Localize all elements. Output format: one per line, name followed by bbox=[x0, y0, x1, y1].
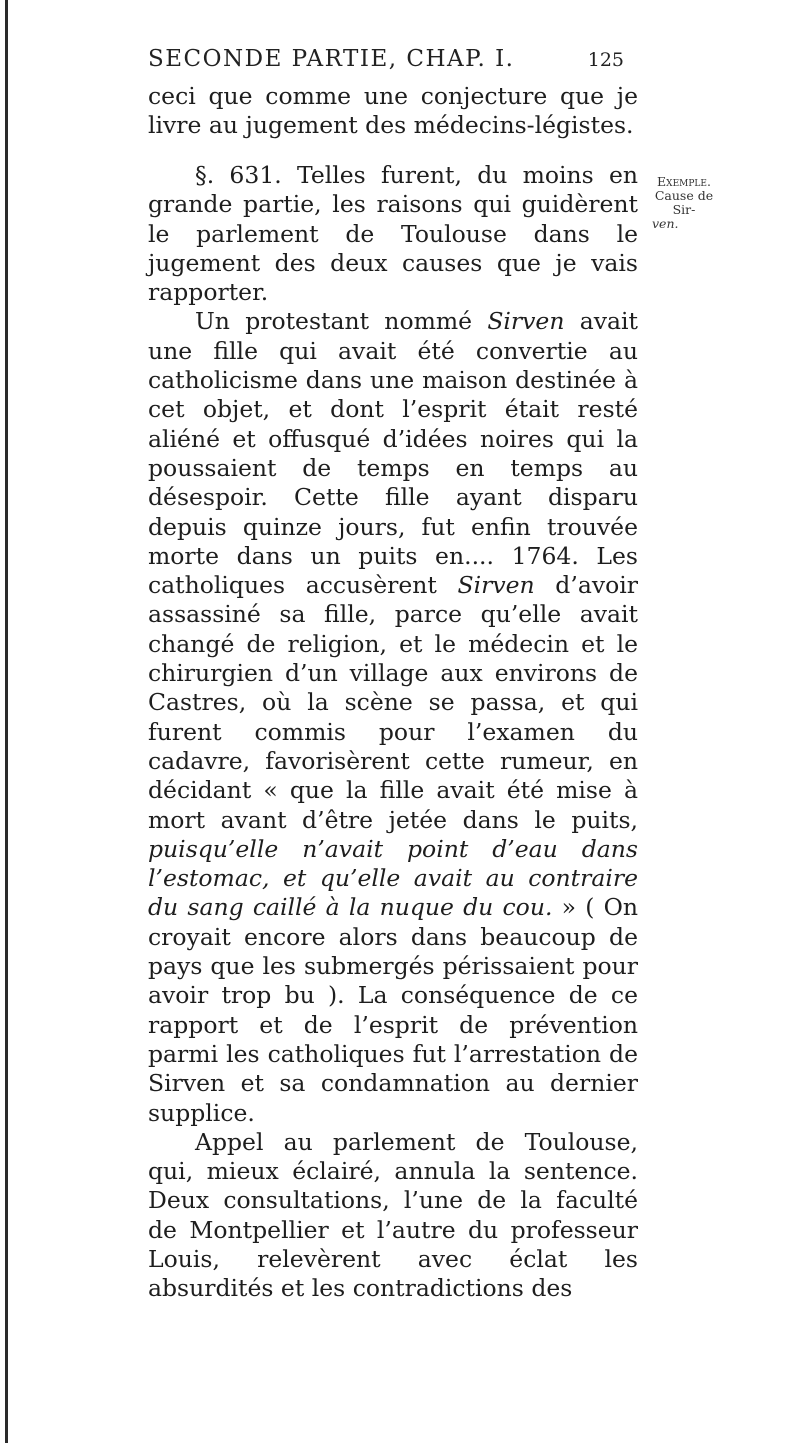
name-sirven: Sirven bbox=[457, 571, 535, 600]
name-sirven: Sirven bbox=[487, 307, 565, 336]
paragraph-text: Un protestant nommé bbox=[195, 307, 488, 336]
margin-note-line: ven. bbox=[652, 216, 679, 231]
paragraph-631: §. 631. Telles furent, du moins en grande partie, les raisons qui guidèrent le parlement de Toulouse dans le jugement des deux causes que je vais rapporter. bbox=[148, 161, 638, 307]
margin-note-line: Cause de Sir- bbox=[654, 188, 714, 217]
running-header bbox=[148, 46, 624, 72]
paragraph-sirven-case bbox=[148, 307, 638, 1127]
margin-note bbox=[648, 175, 720, 231]
page-edge-line bbox=[5, 0, 8, 1443]
paragraph-continuation: ceci que comme une conjecture que je livre au jugement des médecins-légistes. bbox=[148, 82, 638, 140]
text-block-continued bbox=[148, 82, 638, 141]
paragraph-appeal: Appel au parlement de Toulouse, qui, mieux éclairé, annula la sentence. Deux consultations, l’une de la faculté de Montpellier et l’autre du professeur Louis, relevèrent avec éclat les absurdités et les contradictions des bbox=[148, 1127, 638, 1303]
page-number: 125 bbox=[587, 49, 624, 71]
paragraph-text: » ( On croyait encore alors dans beaucoup de pays que les submergés périssaient pour avoir trop bu ). La conséquence de ce rapport et de l’esprit de prévention parmi les catholiques fut l’arrestation de Sirven et sa condamnation au dernier supplice. bbox=[148, 893, 638, 1127]
margin-note-line: Exemple. bbox=[657, 174, 711, 189]
paragraph-text: d’avoir assassiné sa fille, parce qu’elle avait changé de religion, et le médecin et le chirurgien d’un village aux environs de Castres, où la scène se passa, et qui furent commis pour l’examen du cadavre, favorisèrent cette rumeur, en décidant « que la fille avait été mise à mort avant d’être jetée dans le puits, bbox=[148, 571, 639, 834]
text-block-main bbox=[148, 161, 638, 1304]
paragraph-text: avait une fille qui avait été convertie au catholicisme dans une maison destinée à cet objet, et dont l’esprit était resté aliéné et offusqué d’idées noires qui la poussaient de temps en temps au désespoir. Cette fille ayant disparu depuis quinze jours, fut enfin trouvée morte dans un puits en.... 1764. Les catholiques accusèrent bbox=[148, 307, 638, 600]
running-title: SECONDE PARTIE, CHAP. I. bbox=[148, 46, 515, 72]
italic-quotation: puisqu’elle n’avait point d’eau dans l’estomac, et qu’elle avait au contraire du sang caillé à la nuque du cou. bbox=[148, 834, 638, 922]
